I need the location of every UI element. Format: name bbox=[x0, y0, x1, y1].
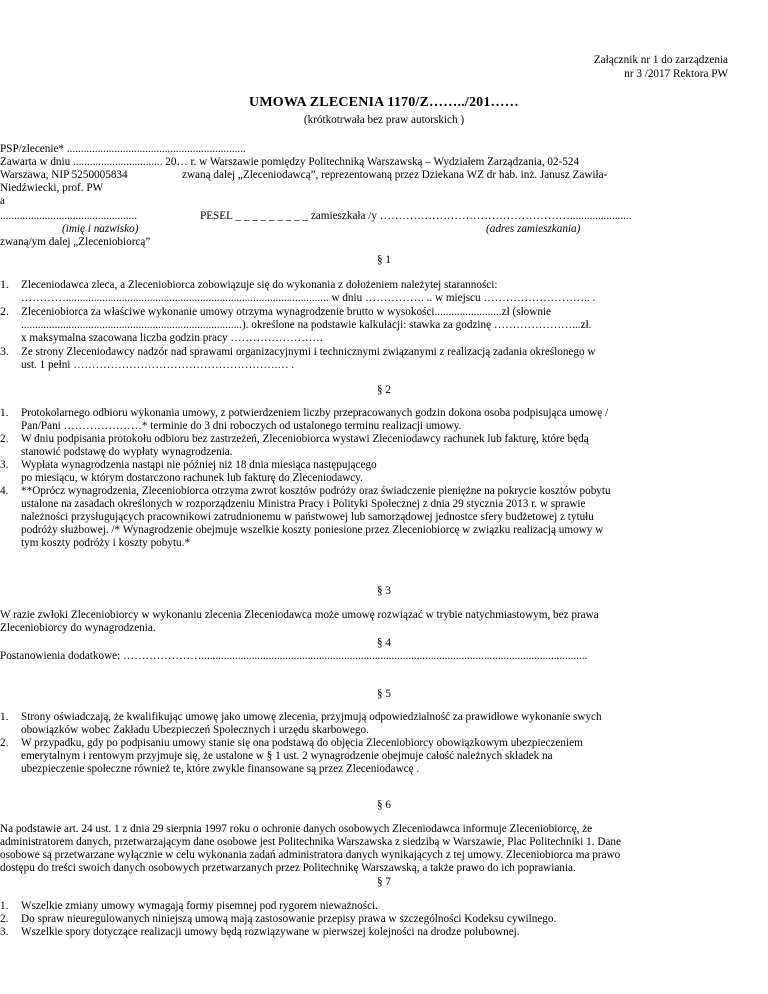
s6-line-4: dostępu do treści swoich danych osobowych przetwarzanych przez Politechnikę Warszawską, a także prawo do ich poprawiania. bbox=[0, 862, 576, 874]
s2-item-1-line-2: Pan/Pani …………………* terminie do 3 dni roboczych od ustalonego terminu realizacji umowy. bbox=[21, 420, 462, 432]
s6-line-1: Na podstawie art. 24 ust. 1 z dnia 29 sierpnia 1997 roku o ochronie danych osobowych Zleceniodawca informuje Zleceniobiorcę, że bbox=[0, 823, 593, 835]
section-1-heading: § 1 bbox=[377, 254, 391, 266]
pesel-address-line: PESEL _ _ _ _ _ _ _ _ _ zamieszkała /y ……………………………………………...................... bbox=[200, 210, 632, 222]
s2-item-3-number: 3. bbox=[0, 459, 9, 471]
s1-item-2-number: 2. bbox=[0, 304, 9, 318]
document-subtitle: (krótkotrwała bez praw autorskich ) bbox=[303, 114, 465, 126]
s5-item-2-number: 2. bbox=[0, 737, 9, 749]
s2-item-2-number: 2. bbox=[0, 433, 9, 445]
contractor-name-field: ................................................. bbox=[0, 210, 138, 222]
s2-item-3-line-2: po miesiącu, w którym dostarczono rachunek lub fakturę do Zleceniodawcy. bbox=[21, 472, 363, 484]
s1-item-2-line-2: ...............................................................................). określone na podstawie kalkulacji: stawka za godzinę …………………...zł. bbox=[21, 319, 592, 331]
nip-line: Warszawa, NIP 5250005834 bbox=[0, 169, 128, 181]
s7-item-2-text: Do spraw nieuregulowanych niniejszą umową mają zastosowanie przepisy prawa w szczególności Kodeksu cywilnego. bbox=[21, 913, 557, 925]
s2-item-3-line-1: Wypłata wynagrodzenia nastąpi nie później niż 18 dnia miesiąca następującego bbox=[21, 459, 377, 471]
s2-item-4-number: 4. bbox=[0, 485, 9, 497]
dean-name-line: Niedźwiecki, prof. PW bbox=[0, 182, 104, 194]
s5-item-1-number: 1. bbox=[0, 711, 9, 723]
s1-item-2-line-1: Zleceniobiorca za właściwe wykonanie umowy otrzyma wynagrodzenie brutto w wysokości........................zł (słownie bbox=[21, 306, 552, 318]
s1-item-2-line-3: x maksymalna szacowana liczba godzin pracy ……………………. bbox=[21, 332, 323, 344]
s6-line-2: administratorem danych, przetwarzającym dane osobowe jest Politechnika Warszawska z siedzibą w Warszawie, Plac Politechniki 1. Dane bbox=[0, 836, 621, 848]
s5-item-1-line-1: Strony oświadczają, że kwalifikując umowę jako umowę zlecenia, przyjmują odpowiedzialność za prawidłowe wykonanie swych bbox=[21, 711, 602, 723]
s7-item-1-text: Wszelkie zmiany umowy wymagają formy pisemnej pod rygorem nieważności. bbox=[21, 900, 378, 912]
additional-provisions-line: Postanowienia dodatkowe: ………………….......................................................................................................................................... bbox=[0, 650, 588, 662]
section-7-heading: § 7 bbox=[377, 876, 391, 888]
section-2-heading: § 2 bbox=[377, 384, 391, 396]
section-6-heading: § 6 bbox=[377, 799, 391, 811]
section-4-heading: § 4 bbox=[377, 637, 391, 649]
s3-line-2: Zleceniobiorcy do wynagrodzenia. bbox=[0, 622, 156, 634]
s1-item-3-line-2: ust. 1 pełni ……………………………………………….… . bbox=[21, 359, 295, 371]
s2-item-2-line-2: stanowić podstawę do wypłaty wynagrodzenia. bbox=[21, 446, 233, 458]
section-3-heading: § 3 bbox=[377, 585, 391, 597]
s5-item-2-line-2: emerytalnym i rentowym przyjmuje się, że ustalone w § 1 ust. 2 wynagrodzenie obejmuje całość należnych składek na bbox=[21, 750, 553, 762]
attachment-line-2: nr 3 /2017 Rektora PW bbox=[624, 68, 728, 80]
name-label: (imię i nazwisko) bbox=[62, 223, 139, 235]
contractor-designation: zwaną/ym dalej „Zleceniobiorcą” bbox=[0, 236, 151, 248]
s7-item-3-text: Wszelkie spory dotyczące realizacji umowy będą rozwiązywane w pierwszej kolejności na drodze polubownej. bbox=[21, 926, 520, 938]
s5-item-1-line-2: obowiązków wobec Zakładu Ubezpieczeń Społecznych i urzędu skarbowego. bbox=[21, 724, 369, 736]
psp-line: PSP/zlecenie* ................................................................ bbox=[0, 143, 246, 155]
s5-item-2-line-1: W przypadku, gdy po podpisaniu umowy stanie się ona podstawą do objęcia Zleceniobiorcy obowiązkowym ubezpieczeniem bbox=[21, 737, 583, 749]
document-title: UMOWA ZLECENIA 1170/Z……../201…… bbox=[249, 95, 519, 110]
s6-line-3: osobowe są przetwarzane wyłącznie w celu wykonania zadań administratora danych wynikających z tej umowy. Zleceniobiorca ma prawo bbox=[0, 849, 621, 861]
s2-item-4-line-2: ustalone na zasadach określonych w rozporządzeniu Ministra Pracy i Polityki Społecznej z dnia 29 stycznia 2013 r. w sprawie bbox=[21, 498, 586, 510]
address-label: (adres zamieszkania) bbox=[486, 223, 581, 235]
s2-item-4-line-3: należności przysługujących pracownikowi zatrudnionemu w państwowej lub samorządowej jednostce sfery budżetowej z tytułu bbox=[21, 511, 594, 523]
client-representation-line: zwaną dalej „Zleceniodawcą”, reprezentowaną przez Dziekana WZ dr hab. inż. Janusz Zawiła- bbox=[182, 169, 608, 181]
s1-item-1-line-1: Zleceniodawca zleca, a Zleceniobiorca zobowiązuje się do wykonania z dołożeniem należytej staranności: bbox=[21, 279, 498, 291]
conjunction-a: a bbox=[0, 195, 5, 207]
s5-item-2-line-3: ubezpieczenie społeczne również te, które zwykle finansowane są przez Zleceniodawcę . bbox=[21, 763, 420, 775]
section-5-heading: § 5 bbox=[377, 688, 391, 700]
s2-item-4-line-5: tym koszty podróży i koszty pobytu.* bbox=[21, 537, 191, 549]
s3-line-1: W razie zwłoki Zleceniobiorcy w wykonaniu zlecenia Zleceniodawca może umowę rozwiązać w trybie natychmiastowym, bez prawa bbox=[0, 609, 599, 621]
s7-item-1-number: 1. bbox=[0, 900, 9, 912]
s2-item-1-number: 1. bbox=[0, 407, 9, 419]
contract-date-line: Zawarta w dniu ................................ 20… r. w Warszawie pomiędzy Politechniką Warszawską – Wydziałem Zarządzania, 02-524 bbox=[0, 156, 580, 168]
s2-item-2-line-1: W dniu podpisania protokołu odbioru bez zastrzeżeń, Zleceniobiorca wystawi Zleceniodawcy rachunek lub fakturę, które będą bbox=[21, 433, 589, 445]
s1-item-3-number: 3. bbox=[0, 344, 9, 358]
s1-item-3-line-1: Ze strony Zleceniodawcy nadzór nad sprawami organizacyjnymi i technicznymi związanymi z realizacją zadania określonego w bbox=[21, 346, 596, 358]
s7-item-3-number: 3. bbox=[0, 926, 9, 938]
attachment-line-1: Załącznik nr 1 do zarządzenia bbox=[593, 54, 728, 66]
s2-item-4-line-4: podróży służbowej. /* Wynagrodzenie obejmuje wszelkie koszty poniesione przez Zleceniobiorcę w związku realizacją umowy w bbox=[21, 524, 604, 536]
s1-item-1-number: 1. bbox=[0, 277, 9, 291]
s2-item-1-line-1: Protokolarnego odbioru wykonania umowy, z potwierdzeniem liczby przepracowanych godzin dokona osoba podpisująca umowę / bbox=[21, 407, 609, 419]
s1-item-1-line-2: ………….............................................................................................. w dniu ……………. .. w miejscu ……………………….. . bbox=[21, 292, 596, 304]
s7-item-2-number: 2. bbox=[0, 913, 9, 925]
s2-item-4-line-1: **Oprócz wynagrodzenia, Zleceniobiorca otrzyma zwrot kosztów podróży oraz świadczenie pieniężne na pokrycie kosztów pobytu bbox=[21, 485, 611, 497]
